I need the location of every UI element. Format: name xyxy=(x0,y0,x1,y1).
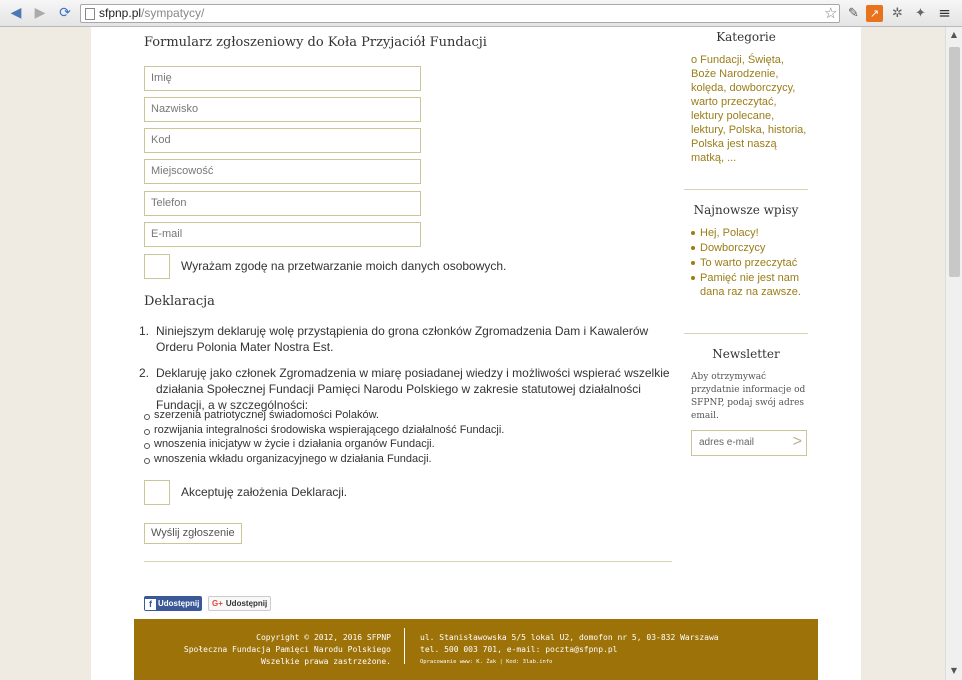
recent-post-link[interactable]: Dowborczycy xyxy=(691,241,809,255)
sidebar-divider xyxy=(684,333,808,334)
consent-label: Wyrażam zgodę na przetwarzanie moich danych osobowych. xyxy=(181,259,507,273)
declaration-sub-item: wnoszenia inicjatyw w życie i działania organów Fundacji. xyxy=(154,438,435,450)
newsletter-title: Newsletter xyxy=(712,347,780,361)
footer-copyright xyxy=(134,632,391,668)
address-bar[interactable] xyxy=(80,4,840,23)
declaration-sub-item: rozwijania integralności środowiska wspierającego działalność Fundacji. xyxy=(154,424,505,436)
facebook-share-label: Udostępnij xyxy=(158,599,200,608)
footer-copyright-line: Copyright © 2012, 2016 SFPNP xyxy=(256,633,391,642)
scroll-thumb[interactable] xyxy=(949,47,960,277)
page-content xyxy=(91,27,861,680)
recent-post-link[interactable]: Pamięć nie jest nam dana raz na zawsze. xyxy=(691,271,809,299)
recent-post-link[interactable]: Hej, Polacy! xyxy=(691,226,809,240)
recent-posts-title: Najnowsze wpisy xyxy=(693,203,799,217)
scroll-down-icon[interactable]: ▼ xyxy=(950,666,958,675)
newsletter-email-input[interactable] xyxy=(691,430,807,456)
footer-divider xyxy=(404,628,405,664)
declaration-number: 1. xyxy=(138,324,149,338)
gear-extension-icon[interactable]: ✲ xyxy=(892,6,903,21)
footer xyxy=(134,619,818,680)
accept-checkbox[interactable] xyxy=(144,480,170,505)
declaration-sub-item: wnoszenia wkładu organizacyjnego w działania Fundacji. xyxy=(154,453,432,465)
google-share-label: Udostępnij xyxy=(225,599,268,608)
google-share-button[interactable] xyxy=(208,596,271,611)
declaration-text: Deklaruję jako członek Zgromadzenia w miarę posiadanej wiedzy i możliwości wspierać wszelkie działania Społecznej Fundacji Pamięci Narodu Polskiego w zakresie statutowej działalności Fundacji, a w szczególności: xyxy=(156,366,670,412)
puzzle-extension-icon[interactable]: ✦ xyxy=(915,6,926,21)
back-arrow-icon[interactable]: ◀ xyxy=(10,5,22,21)
browser-toolbar xyxy=(0,0,962,27)
sidebar-divider xyxy=(684,189,808,190)
categories-title: Kategorie xyxy=(716,30,776,44)
footer-contact xyxy=(420,632,719,668)
category-links[interactable]: o Fundacji, Święta, Boże Narodzenie, kolęda, dowborczycy, warto przeczytać, lektury polecane, lektury, Polska, historia, Polska jest naszą matką, ... xyxy=(691,54,807,164)
facebook-share-button[interactable] xyxy=(144,596,202,611)
facebook-icon: f xyxy=(145,599,156,610)
chevron-right-icon[interactable]: > xyxy=(792,433,802,450)
scroll-up-icon[interactable]: ▲ xyxy=(950,30,958,39)
bookmark-star-icon[interactable]: ☆ xyxy=(824,4,838,22)
footer-rights: Wszelkie prawa zastrzeżone. xyxy=(260,657,391,666)
chart-extension-icon[interactable]: ↗ xyxy=(866,5,883,22)
recent-posts-list xyxy=(691,226,809,300)
reload-icon[interactable]: ⟳ xyxy=(59,5,71,21)
forward-arrow-icon[interactable]: ▶ xyxy=(34,5,46,21)
extension-icon[interactable]: ✎ xyxy=(848,6,859,21)
declaration-heading: Deklaracja xyxy=(144,294,215,309)
accept-label: Akceptuję założenia Deklaracji. xyxy=(181,485,348,499)
last-name-field[interactable]: Nazwisko xyxy=(144,97,421,122)
declaration-text: Niniejszym deklaruję wolę przystąpienia do grona członków Zgromadzenia Dam i Kawalerów Orderu Polonia Mater Nostra Est. xyxy=(156,324,649,354)
vertical-scrollbar[interactable] xyxy=(945,27,962,680)
email-field[interactable]: E-mail xyxy=(144,222,421,247)
url-host: sfpnp.pl xyxy=(99,6,142,20)
footer-org-name: Społeczna Fundacja Pamięci Narodu Polskiego xyxy=(183,645,391,654)
footer-credits[interactable]: Opracowanie www: K. Żak | Kod: 3lab.info xyxy=(420,659,553,665)
phone-field[interactable]: Telefon xyxy=(144,191,421,216)
google-plus-icon: G+ xyxy=(212,599,223,608)
recent-post-link[interactable]: To warto przeczytać xyxy=(691,256,809,270)
first-name-field[interactable]: Imię xyxy=(144,66,421,91)
postal-code-field[interactable]: Kod xyxy=(144,128,421,153)
form-title: Formularz zgłoszeniowy do Koła Przyjaciół Fundacji xyxy=(144,35,487,50)
newsletter-description: Aby otrzymywać przydatnie informacje od SFPNP, podaj swój adres email. xyxy=(691,372,806,421)
footer-phone-email: tel. 500 003 701, e-mail: poczta@sfpnp.pl xyxy=(420,645,618,654)
consent-checkbox[interactable] xyxy=(144,254,170,279)
footer-address: ul. Stanisławowska 5/5 lokal U2, domofon nr 5, 03-832 Warszawa xyxy=(420,633,719,642)
declaration-sub-item: szerzenia patriotycznej świadomości Polaków. xyxy=(154,409,379,421)
url-path: /sympatycy/ xyxy=(141,6,205,20)
newsletter-placeholder: adres e-mail xyxy=(699,437,755,448)
divider xyxy=(144,561,672,562)
page-icon xyxy=(85,8,95,20)
submit-button[interactable]: Wyślij zgłoszenie xyxy=(144,523,242,544)
city-field[interactable]: Miejscowość xyxy=(144,159,421,184)
menu-icon[interactable]: ≡ xyxy=(938,4,951,22)
declaration-number: 2. xyxy=(138,366,149,380)
